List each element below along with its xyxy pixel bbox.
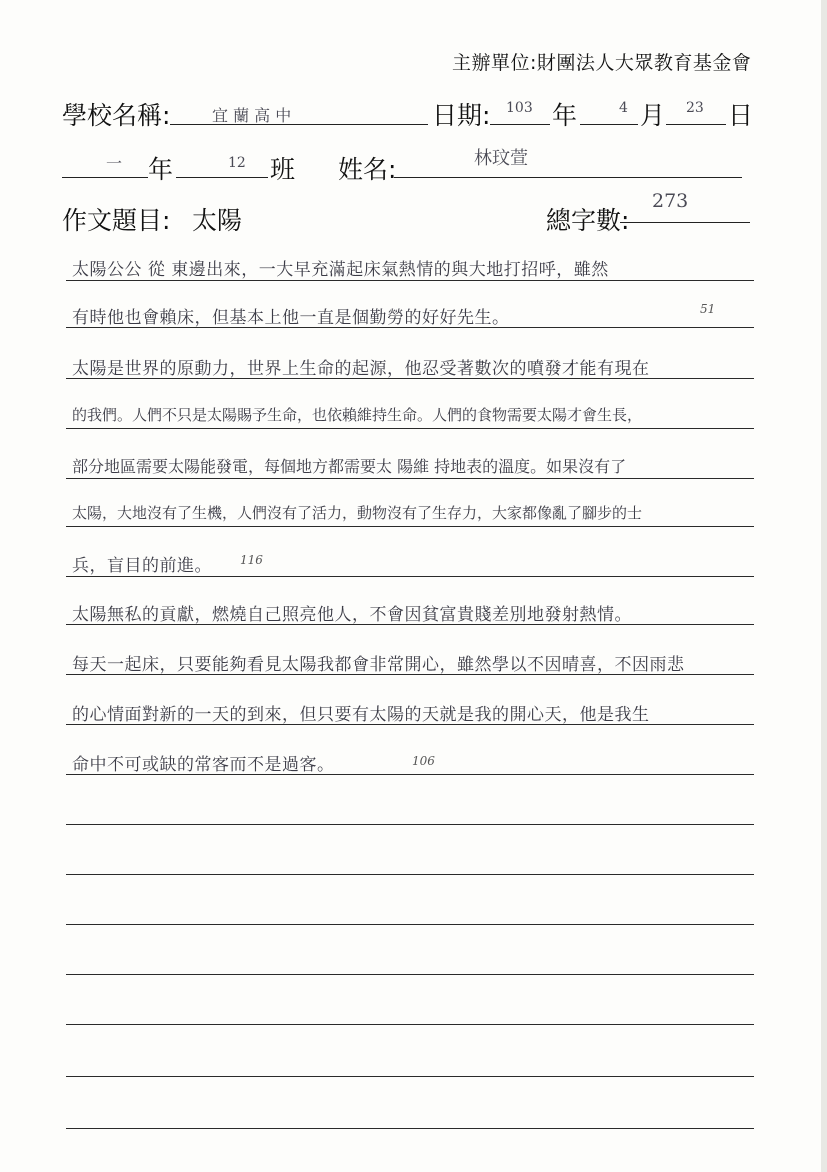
topic-value: 太陽 (192, 206, 243, 235)
topic-label: 作文題目: (62, 206, 171, 235)
wordcount-underline (620, 222, 750, 223)
name-underline (394, 177, 742, 178)
essay-rule (66, 624, 754, 625)
year-underline (490, 124, 550, 125)
date-label: 日期: (432, 101, 491, 130)
name-value[interactable]: 林玟萱 (474, 148, 528, 169)
blank-rule (66, 974, 754, 975)
class-value[interactable]: 12 (228, 155, 246, 171)
essay-rule (66, 280, 754, 281)
essay-line-11: 命中不可或缺的常客而不是過客。 (72, 755, 335, 775)
essay-rule (66, 478, 754, 479)
month-underline (580, 124, 638, 125)
name-label: 姓名: (338, 155, 397, 184)
essay-rule (66, 774, 754, 775)
essay-rule (66, 526, 754, 527)
essay-line-2: 有時他也會賴床，但基本上他一直是個勤勞的好好先生。 (72, 308, 510, 328)
blank-rule (66, 874, 754, 875)
essay-rule (66, 674, 754, 675)
year-unit: 年 (552, 101, 578, 130)
count-note: 106 (412, 754, 435, 768)
essay-line-1: 太陽公公 從 東邊出來，一大早充滿起床氣熱情的與大地打招呼，雖然 (72, 260, 609, 280)
school-value[interactable]: 宜 蘭 高 中 (212, 106, 292, 125)
blank-rule (66, 824, 754, 825)
grade-underline (62, 177, 148, 178)
essay-line-4: 的我們。人們不只是太陽賜予生命，也依賴維持生命。人們的食物需要太陽才會生長， (72, 406, 643, 424)
day-unit: 日 (728, 101, 754, 130)
wordcount-value[interactable]: 273 (652, 190, 689, 212)
essay-line-7: 兵，盲目的前進。 (72, 556, 212, 576)
class-underline (176, 177, 268, 178)
day-value[interactable]: 23 (686, 100, 704, 116)
blank-rule (66, 1076, 754, 1077)
essay-line-9: 每天一起床，只要能夠看見太陽我都會非常開心，雖然學以不因晴喜，不因雨悲 (72, 655, 685, 675)
essay-rule (66, 724, 754, 725)
essay-rule (66, 576, 754, 577)
essay-rule (66, 327, 754, 328)
school-label: 學校名稱: (62, 101, 171, 130)
class-unit: 班 (270, 155, 296, 184)
essay-line-5: 部分地區需要太陽能發電，每個地方都需要太 陽維 持地表的溫度。如果沒有了 (72, 457, 627, 476)
blank-rule (66, 1128, 754, 1129)
page-edge (821, 0, 827, 1172)
blank-rule (66, 1024, 754, 1025)
school-underline (170, 124, 428, 125)
essay-rule (66, 428, 754, 429)
essay-line-6: 太陽，大地沒有了生機，人們沒有了活力，動物沒有了生存力，大家都像亂了腳步的士 (72, 504, 643, 522)
day-underline (666, 124, 726, 125)
count-note: 51 (700, 302, 716, 316)
organizer-line: 主辦單位:財團法人大眾教育基金會 (452, 52, 752, 74)
essay-line-10: 的心情面對新的一天的到來，但只要有太陽的天就是我的開心天，他是我生 (72, 705, 650, 725)
essay-line-8: 太陽無私的貢獻，燃燒自己照亮他人，不會因貧富貴賤差別地發射熱情。 (72, 605, 632, 625)
year-value[interactable]: 103 (506, 100, 533, 116)
month-unit: 月 (640, 101, 666, 130)
essay-line-3: 太陽是世界的原動力，世界上生命的起源，他忍受著數次的噴發才能有現在 (72, 359, 650, 379)
essay-rule (66, 378, 754, 379)
month-value[interactable]: 4 (619, 100, 628, 116)
blank-rule (66, 924, 754, 925)
wordcount-label: 總字數: (546, 206, 630, 235)
grade-unit: 年 (148, 155, 174, 184)
grade-value[interactable]: 一 (106, 154, 123, 173)
count-note: 116 (240, 553, 263, 567)
